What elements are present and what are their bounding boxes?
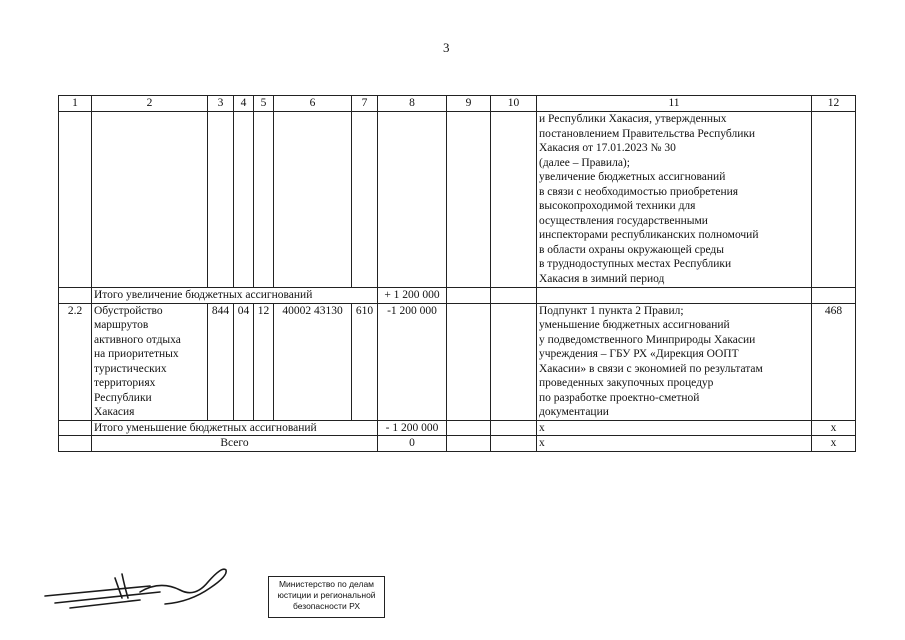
stamp-line-3: безопасности РХ xyxy=(292,601,361,611)
col-header-9: 9 xyxy=(447,96,491,112)
col-header-8: 8 xyxy=(378,96,447,112)
code-col-7: 610 xyxy=(352,303,378,420)
grand-total-label: Всего xyxy=(92,436,378,452)
stamp-line-2: юстиции и региональной xyxy=(277,590,376,600)
col-header-10: 10 xyxy=(491,96,537,112)
code-col-6: 40002 43130 xyxy=(274,303,352,420)
table-row-grand-total xyxy=(59,436,856,452)
total-decrease-label: Итого уменьшение бюджетных ассигнований xyxy=(92,420,378,436)
col-header-7: 7 xyxy=(352,96,378,112)
measure-name: Обустройство маршрутов активного отдыха на приоритетных туристических территориях Республики Хакасия xyxy=(92,303,208,420)
row-number: 2.2 xyxy=(59,303,92,420)
table-row-total-increase xyxy=(59,288,856,304)
total-decrease-c12: x xyxy=(812,420,856,436)
grand-total-c12: x xyxy=(812,436,856,452)
col-header-4: 4 xyxy=(234,96,254,112)
col-header-11: 11 xyxy=(537,96,812,112)
col-header-6: 6 xyxy=(274,96,352,112)
col-12-value: 468 xyxy=(812,303,856,420)
code-col-4: 04 xyxy=(234,303,254,420)
signature-icon xyxy=(30,548,240,618)
grand-total-amount: 0 xyxy=(378,436,447,452)
registration-stamp xyxy=(268,576,385,618)
total-increase-label: Итого увеличение бюджетных ассигнований xyxy=(92,288,378,304)
page-number: 3 xyxy=(443,40,450,55)
header-row xyxy=(59,96,856,112)
justification-2-2: Подпункт 1 пункта 2 Правил; уменьшение бюджетных ассигнований у подведомственного Минприроды Хакасии учреждения – ГБУ РХ «Дирекция ООПТ Хакасии» в связи с экономией по результатам проведенных закупочных процедур по разработке проектно-сметной документации xyxy=(537,303,812,420)
total-decrease-amount: - 1 200 000 xyxy=(378,420,447,436)
code-col-5: 12 xyxy=(254,303,274,420)
stamp-line-1: Министерство по делам xyxy=(278,579,375,589)
table-row-total-decrease xyxy=(59,420,856,436)
amount-col-8: -1 200 000 xyxy=(378,303,447,420)
col-header-12: 12 xyxy=(812,96,856,112)
total-increase-amount: + 1 200 000 xyxy=(378,288,447,304)
col-header-5: 5 xyxy=(254,96,274,112)
table-row-continuation xyxy=(59,112,856,288)
col-header-2: 2 xyxy=(92,96,208,112)
justification-continuation: и Республики Хакасия, утвержденных постановлением Правительства Республики Хакасия от 17.01.2023 № 30 (далее – Правила); увеличение бюджетных ассигнований в связи с необходимостью приобретения высокопроходимой техники для осуществления государственными инспекторами республиканских полномочий в области охраны окружающей среды в труднодоступных местах Республики Хакасия в зимний период xyxy=(537,112,812,288)
col-header-3: 3 xyxy=(208,96,234,112)
budget-table xyxy=(58,95,856,452)
code-col-3: 844 xyxy=(208,303,234,420)
grand-total-c11: x xyxy=(537,436,812,452)
col-header-1: 1 xyxy=(59,96,92,112)
total-decrease-c11: x xyxy=(537,420,812,436)
table-row-2-2 xyxy=(59,303,856,420)
